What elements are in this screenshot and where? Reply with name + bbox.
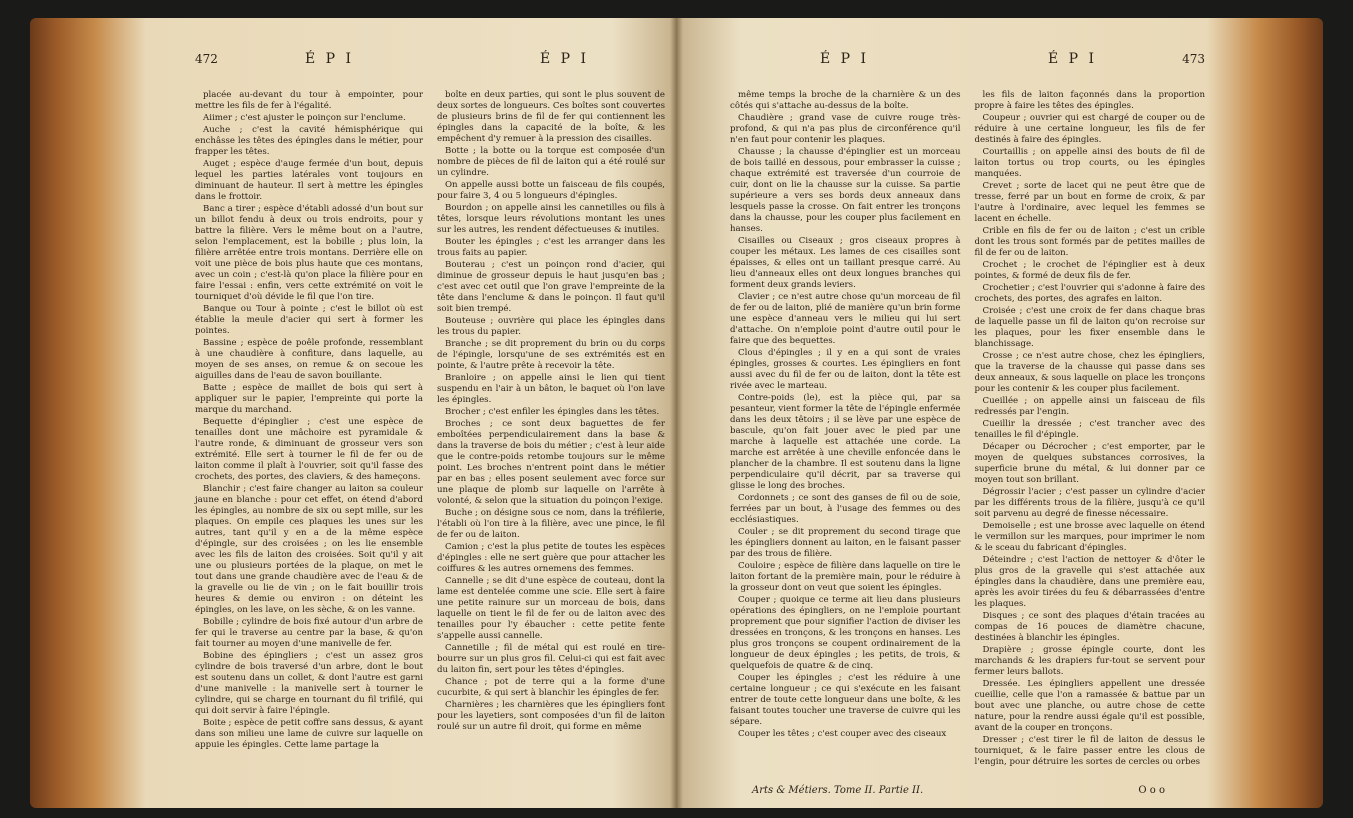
left-running-head xyxy=(195,51,665,72)
entry-paragraph: Buche ; on désigne sous ce nom, dans la tréfilerie, l'établi où l'on tire à la filière, avec une pince, le fil de fer ou de laiton. xyxy=(437,508,665,540)
right-head-2: É P I xyxy=(1048,51,1098,67)
entry-paragraph: Déteindre ; c'est l'action de nettoyer & d'ôter le plus gros de la gravelle qui s'est attachée aux épingles dans la chaudière, dans une première eau, après les avoir tirées du feu & débarrassées d'entre les plaques. xyxy=(974,555,1205,609)
right-column-2 xyxy=(975,90,1206,782)
entry-paragraph: Contre-poids (le), est la pièce qui, par sa pesanteur, vient former la tête de l'épingle enfermée dans les deux têtoirs ; il se lève par une espèce de bascule, qu'on fait jouer avec le pied par une marche à laquelle est attachée une corde. La marche est arrêtée à une cheville enfoncée dans le plancher de la chambre. Il est soutenu dans la ligne perpendiculaire qu'il décrit, par sa traverse qui glisse le long des broches. xyxy=(730,393,961,491)
entry-paragraph: Couper ; quoique ce terme ait lieu dans plusieurs opérations des épingliers, on ne l'emploie pourtant proprement que pour signifier l'action de diviser les dressées en tronçons, & les tronçons en hanses. Les plus gros tronçons se coupent ordinairement de la longueur de deux épingles ; les petits, de trois, & quelquefois de quatre & de cinq. xyxy=(730,595,961,671)
entry-paragraph: Dresser ; c'est tirer le fil de laiton de dessus le tourniquet, & le faire passer entre les clous de l'engin, pour détruire les sortes de cercles ou orbes xyxy=(974,735,1205,767)
entry-paragraph: Bobine des épingliers ; c'est un assez gros cylindre de bois traversé d'un arbre, dont le bout est soutenu dans un collet, & dont l'autre est garni d'une manivelle : la manivelle sert à tourner le cylindre, qui se charge en tournant du fil trifilé, qui qui doit servir à faire l'épingle. xyxy=(195,651,423,716)
left-page xyxy=(195,51,665,800)
entry-paragraph: Branloire ; on appelle ainsi le lien qui tient suspendu en l'air à un bâton, le baquet où l'on lave les épingles. xyxy=(437,373,665,405)
entry-paragraph: Charnières ; les charnières que les épingliers font pour les layetiers, sont composées d'un fil de laiton roulé sur un autre fil droit, qui forme en même xyxy=(437,700,665,732)
entry-paragraph: Cannetille ; fil de métal qui est roulé en tire-bourre sur un plus gros fil. Celui-ci qui est fait avec du laiton fin, sert pour les têtes d'épingles. xyxy=(437,643,665,675)
entry-paragraph: On appelle aussi botte un faisceau de fils coupés, pour faire 3, 4 ou 5 longueurs d'épingles. xyxy=(437,180,665,201)
entry-paragraph: Bouteuse ; ouvrière qui place les épingles dans les trous du papier. xyxy=(437,316,665,337)
entry-paragraph: Bourdon ; on appelle ainsi les cannetilles ou fils à têtes, lorsque leurs révolutions montant les unes sur les autres, les rendent défectueuses & inutiles. xyxy=(437,203,665,235)
entry-paragraph: Clavier ; ce n'est autre chose qu'un morceau de fil de fer ou de laiton, plié de manière qu'un brin forme une espèce d'anneau vers le milieu qui lui sert d'attache. On n'emploie point d'autre outil pour le faire que des bequettes. xyxy=(730,292,961,346)
entry-paragraph: Broches ; ce sont deux baguettes de fer emboîtées perpendiculairement dans la base & dans la traverse de bois du métier ; c'est à leur aide que le contre-poids retombe toujours sur le même point. Les broches n'entrent point dans le métier par en bas ; elles posent seulement avec force sur une plaque de plomb sur laquelle on l'arrête à volonté, & selon que la situation du poinçon l'exige. xyxy=(437,419,665,506)
entry-paragraph: Boite ; espèce de petit coffre sans dessus, & ayant dans son milieu une lame de cuivre sur laquelle on appuie les épingles. Cette lame partage la xyxy=(195,718,423,750)
entry-paragraph: Botte ; la botte ou la torque est composée d'un nombre de pièces de fil de laiton qui a été roulé sur un cylindre. xyxy=(437,146,665,178)
right-column-1 xyxy=(730,90,961,782)
signature-mark: O o o xyxy=(1138,785,1165,796)
entry-paragraph: les fils de laiton façonnés dans la proportion propre à faire les têtes des épingles. xyxy=(974,90,1205,111)
entry-paragraph: Crible en fils de fer ou de laiton ; c'est un crible dont les trous sont formés par de petites mailles de fil de fer ou de laiton. xyxy=(974,226,1205,258)
entry-paragraph: Camion ; c'est la plus petite de toutes les espèces d'épingles : elle ne sert guère que pour attacher les coiffures & les autres ornemens des femmes. xyxy=(437,542,665,574)
entry-paragraph: Cueillir la dressée ; c'est trancher avec des tenailles le fil d'épingle. xyxy=(974,419,1205,440)
entry-paragraph: Cisailles ou Ciseaux ; gros ciseaux propres à couper les métaux. Les lames de ces cisailles sont épaisses, & elles ont un taillant presque carré. Au lieu d'anneaux elles ont deux longues branches qui forment deux grands leviers. xyxy=(730,236,961,290)
entry-paragraph: Aiimer ; c'est ajuster le poinçon sur l'enclume. xyxy=(203,113,406,123)
entry-paragraph: Crochet ; le crochet de l'épinglier est à deux pointes, & formé de deux fils de fer. xyxy=(974,260,1205,281)
entry-paragraph: Dressée. Les épingliers appellent une dressée cueillie, celle que l'on a ramassée & battue par un bout avec une planche, ou autre chose de cette nature, pour la rendre aussi égale qu'il est possible, avant de la couper en tronçons. xyxy=(974,679,1205,733)
entry-paragraph: Crosse ; ce n'est autre chose, chez les épingliers, que la traverse de la chausse qui passe dans ses deux anneaux, & sous laquelle on place les tronçons pour les contenir & les couper plus facilement. xyxy=(974,351,1205,394)
right-running-head xyxy=(730,51,1205,72)
left-column-1 xyxy=(195,90,423,800)
entry-paragraph: Bassine ; espèce de poêle profonde, ressemblant à une chaudière à confiture, dans laquelle, au moyen de ses anses, on remue & on secoue les aiguilles dans de l'eau de savon bouillante. xyxy=(195,338,423,381)
entry-paragraph: Chaudière ; grand vase de cuivre rouge très-profond, & qui n'a pas plus de circonférence qu'il n'en faut pour contenir les plaques. xyxy=(730,113,961,145)
entry-paragraph: Auget ; espèce d'auge fermée d'un bout, depuis lequel les parties latérales vont toujours en diminuant de hauteur. Il sert à mettre les épingles dans le frottoir. xyxy=(195,159,423,202)
entry-paragraph: Couper les têtes ; c'est couper avec des ciseaux xyxy=(738,729,947,739)
entry-paragraph: Bouterau ; c'est un poinçon rond d'acier, qui diminue de grosseur depuis le haut jusqu'en bas ; c'est avec cet outil que l'on grave l'empreinte de la tête dans l'enclume & dans le poinçon. Il faut qu'il soit bien trempé. xyxy=(437,260,665,314)
page-footer: Arts & Métiers. Tome II. Partie II. xyxy=(752,785,924,796)
entry-paragraph: Clous d'épingles ; il y en a qui sont de vraies épingles, grosses & courtes. Les épingliers en font aussi avec du fil de fer ou de laiton, dont la tête est rivée avec le marteau. xyxy=(730,348,961,391)
entry-paragraph: Auche ; c'est la cavité hémisphérique qui enchâsse les têtes des épingles dans le métier, pour frapper les têtes. xyxy=(195,125,423,157)
entry-paragraph: Couloire ; espèce de filière dans laquelle on tire le laiton fortant de la première main, pour le réduire à la grosseur dont on veut que soient les épingles. xyxy=(730,561,961,593)
entry-paragraph: Crevet ; sorte de lacet qui ne peut être que de tresse, ferré par un bout en forme de croix, & par l'autre à l'ordinaire, avec lequel les femmes se lacent en échelle. xyxy=(974,181,1205,224)
entry-paragraph: Courtaillis ; on appelle ainsi des bouts de fil de laiton tortus ou trop courts, ou les épingles manquées. xyxy=(974,147,1205,179)
entry-paragraph: Crochetier ; c'est l'ouvrier qui s'adonne à faire des crochets, des portes, des agrafes en laiton. xyxy=(974,283,1205,304)
entry-paragraph: Couper les épingles ; c'est les réduire à une certaine longueur ; ce qui s'exécute en les faisant entrer de toute cette longueur dans une boîte, & les faisant toutes toucher une traverse de cuivre qui les sépare. xyxy=(730,673,961,727)
left-head-1: É P I xyxy=(305,51,355,67)
right-head-1: É P I xyxy=(820,51,870,67)
entry-paragraph: Bequette d'épinglier ; c'est une espèce de tenailles dont une mâchoire est pyramidale & l'autre ronde, & diminuant de grosseur vers son extrémité. Elle sert à tourner le fil de fer ou de laiton comme il plaît à l'ouvrier, soit qu'il fasse des crochets, des portes, des claviers, & des hameçons. xyxy=(195,417,423,482)
entry-paragraph: Bouter les épingles ; c'est les arranger dans les trous faits au papier. xyxy=(437,237,665,258)
entry-paragraph: Croisée ; c'est une croix de fer dans chaque bras de laquelle passe un fil de laiton qu'on recroise sur les plaques, pour les fixer ensemble dans le blanchissage. xyxy=(974,306,1205,349)
entry-paragraph: Cannelle ; se dit d'une espèce de couteau, dont la lame est dentelée comme une scie. Elle sert à faire une petite rainure sur un morceau de bois, dans laquelle on tient le fil de fer ou de laiton avec des tenailles pour l'y ébaucher : cette petite fente s'appelle aussi cannelle. xyxy=(437,576,665,641)
entry-paragraph: Cueillée ; on appelle ainsi un faisceau de fils redressés par l'engin. xyxy=(974,396,1205,417)
entry-paragraph: Blanchir ; c'est faire changer au laiton sa couleur jaune en blanche : pour cet effet, on étend d'abord les épingles, au nombre de six ou sept mille, sur les plaques. On empile ces plaques les unes sur les autres, tant qu'il y en a de la même espèce d'épingle, sur des croisées ; on les lie ensemble avec les fils de laiton des croisées. Soit qu'il y ait une ou plusieurs portées de la plaque, on met le tout dans une grande chaudière avec de l'eau & de la gravelle ou lie de vin ; on le fait bouillir trois heures & demie ou environ : on déteint les épingles, on les lave, on les sèche, & on les vanne. xyxy=(195,484,423,615)
entry-paragraph: Dégrossir l'acier ; c'est passer un cylindre d'acier par les différents trous de la filière, jusqu'à ce qu'il soit parvenu au degré de finesse nécessaire. xyxy=(974,487,1205,519)
entry-paragraph: Batte ; espèce de maillet de bois qui sert à appliquer sur le papier, l'empreinte qui porte la marque du marchand. xyxy=(195,383,423,415)
entry-paragraph: Coupeur ; ouvrier qui est chargé de couper ou de réduire à une certaine longueur, les fils de fer destinés à faire des épingles. xyxy=(974,113,1205,145)
entry-paragraph: Drapière ; grosse épingle courte, dont les marchands & les drapiers fur-tout se servent pour fermer leurs ballots. xyxy=(974,645,1205,677)
entry-paragraph: Couler ; se dit proprement du second tirage que les épingliers donnent au laiton, en le faisant passer par des trous de filière. xyxy=(730,527,961,559)
entry-paragraph: Branche ; se dit proprement du brin ou du corps de l'épingle, lorsqu'une de ses extrémités est en pointe, & l'autre prête à recevoir la tête. xyxy=(437,339,665,371)
left-head-2: É P I xyxy=(540,51,590,67)
entry-paragraph: même temps la broche de la charnière & un des côtés qui s'attache au-dessus de la boîte. xyxy=(730,90,961,111)
entry-paragraph: Disques ; ce sont des plaques d'étain tracées au compas de 16 pouces de diamètre chacune, destinées à blanchir les épingles. xyxy=(974,611,1205,643)
open-book xyxy=(30,18,1323,808)
entry-paragraph: Décaper ou Décrocher ; c'est emporter, par le moyen de quelques substances corrosives, la superficie brune du métal, & lui donner par ce moyen tout son brillant. xyxy=(974,442,1205,485)
entry-paragraph: Demoiselle ; est une brosse avec laquelle on étend le vermillon sur les marques, pour imprimer le nom & le sceau du fabricant d'épingles. xyxy=(974,521,1205,553)
entry-paragraph: Chance ; pot de terre qui a la forme d'une cucurbite, & qui sert à blanchir les épingles de fer. xyxy=(437,677,665,698)
entry-paragraph: Brocher ; c'est enfiler les épingles dans les têtes. xyxy=(445,407,660,417)
entry-paragraph: Chausse ; la chausse d'épinglier est un morceau de bois taillé en dessous, pour embrasser la cuisse ; chaque extrémité est traversée d'un courroie de cuir, dont on lie la chausse sur la cuisse. Sa partie supérieure a vers ses bords deux anneaux dans lesquels passe la crosse. On fait entrer les tronçons dans la chausse, pour les couper plus facilement en hanses. xyxy=(730,147,961,234)
left-page-number: 472 xyxy=(195,52,218,66)
entry-paragraph: Cordonnets ; ce sont des ganses de fil ou de soie, ferrées par un bout, à l'usage des femmes ou des ecclésiastiques. xyxy=(730,493,961,525)
entry-paragraph: Banc a tirer ; espèce d'établi adossé d'un bout sur un billot fendu à deux ou trois endroits, pour y battre la filière. Vers le même bout on a l'autre, selon l'emplacement, est la bobille ; plus loin, la filière arrêtée entre trois montans. Derrière elle on voit une pièce de bois plus haute que ces montans, avec un coin ; c'est-là qu'on place la filière pour en faire l'essai : enfin, vers cette extrémité on voit le tourniquet d'où dévide le fil que l'on tire. xyxy=(195,204,423,302)
entry-paragraph: placée au-devant du tour à empointer, pour mettre les fils de fer à l'égalité. xyxy=(195,90,423,111)
left-column-2 xyxy=(437,90,665,800)
entry-paragraph: boîte en deux parties, qui sont le plus souvent de deux sortes de longueurs. Ces boîtes sont couvertes de plusieurs brins de fil de fer qui contiennent les épingles dans la capacité de la boîte, & les empêchent d'y remuer à la pression des cisailles. xyxy=(437,90,665,144)
entry-paragraph: Bobille ; cylindre de bois fixé autour d'un arbre de fer qui le traverse au centre par la base, & qu'on fait tourner au moyen d'une manivelle de fer. xyxy=(195,617,423,649)
right-page-number: 473 xyxy=(1182,52,1205,66)
entry-paragraph: Banque ou Tour à pointe ; c'est le billot où est établie la meule d'acier qui sert à former les pointes. xyxy=(195,304,423,336)
right-page xyxy=(730,51,1205,800)
